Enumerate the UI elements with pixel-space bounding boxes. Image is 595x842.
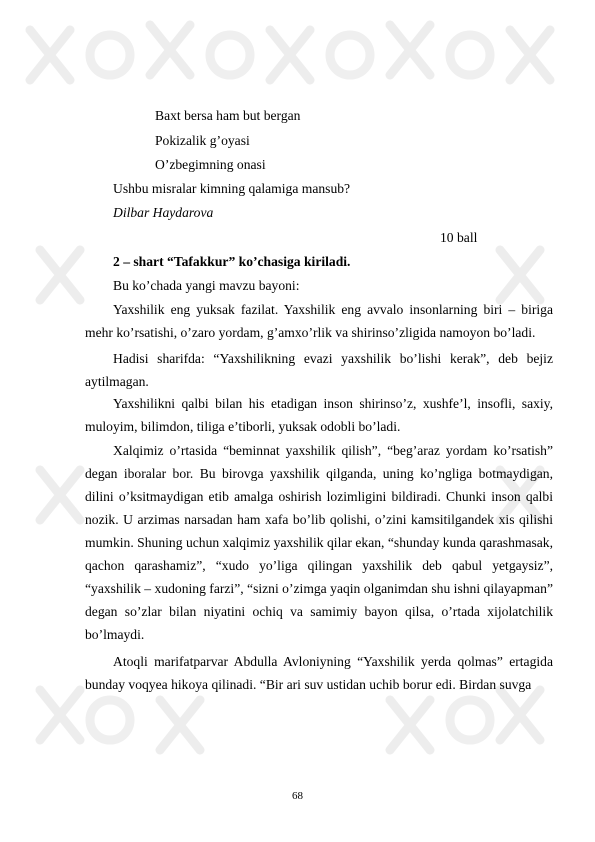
question-text: Ushbu misralar kimning qalamiga mansub? — [113, 181, 351, 196]
page-number: 68 — [292, 790, 303, 802]
poem-line: Baxt bersa ham but bergan — [155, 108, 301, 123]
points-label: 10 ball — [440, 230, 478, 245]
answer-text: Dilbar Haydarova — [113, 205, 214, 220]
paragraph: Atoqli marifatparvar Abdulla Avloniyning “Yaxshilik yerda qolmas” ertagida bunday voqyea hikoya qilinadi. “Bir ari suv ustidan uchib borur edi. Birdan suvga — [85, 654, 553, 692]
paragraph: Yaxshilikni qalbi bilan his etadigan inson shirinso’z, xushfe’l, insofli, saxiy, muloyim, bilimdon, tiliga e’tiborli, yuksak odobli bo’ladi. — [85, 396, 553, 434]
paragraph: Xalqimiz o’rtasida “beminnat yaxshilik qilish”, “beg’araz yordam ko’rsatish” degan iboralar bor. Bu birovga yaxshilik qilganda, uning ko’ngliga botmaydigan, dilini o’ksitmaydigan etib amalga oshirish lozimligini bildiradi. Chunki inson qalbi nozik. U arzimas narsadan ham xafa bo’lib qolishi, o’zini kamsitilgandek xis qilishi mumkin. Shuning uchun xalqimiz yaxshilik qilar ekan, “shunday kunda qarashmasak, qachon qarashamiz”, “xudo yo’liga qilingan yaxshilik deb qabul yetgaysiz”, “yaxshilik – xudoning farzi”, “sizni o’zimga yaqin olganimdan shu ishni qilayapman” degan so’zlar bilan niyatini ochiq va samimiy bayon qilsa, o’rtada xijolatchilik bo’lmaydi. — [85, 443, 553, 642]
intro-text: Bu ko’chada yangi mavzu bayoni: — [113, 278, 300, 293]
paragraph: Yaxshilik eng yuksak fazilat. Yaxshilik eng avvalo insonlarning biri – biriga mehr ko’rsatishi, o’zaro yordam, g’amxo’rlik va shirinso’zligida namoyon bo’ladi. — [85, 302, 553, 340]
poem-line: O’zbegimning onasi — [155, 157, 266, 172]
section-title: 2 – shart “Tafakkur” ko’chasiga kiriladi. — [113, 254, 351, 269]
poem-line: Pokizalik g’oyasi — [155, 133, 250, 148]
paragraph: Hadisi sharifda: “Yaxshilikning evazi yaxshilik bo’lishi kerak”, deb bejiz aytilmagan. — [85, 351, 553, 389]
